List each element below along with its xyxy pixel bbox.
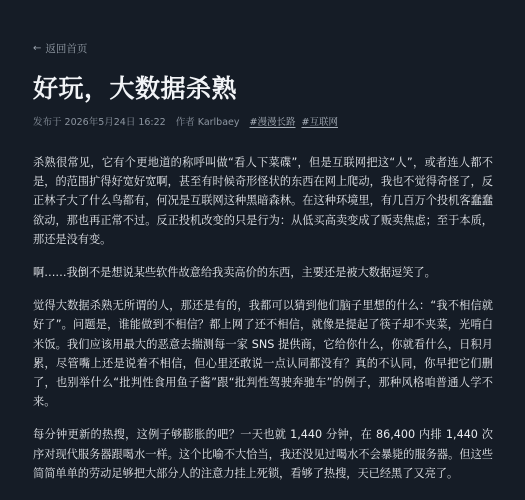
- article-body: [33, 153, 493, 497]
- paragraph: 每分钟更新的热搜，这例子够膨胀的吧？一天也就 1,440 分钟，在 86,400 内排 1,440 次序对现代服务器跟喝水一样。这个比喻不大恰当，我还没见过喝水不会暴毙的服务器。但这些简简单单的劳动足够把大部分人的注意力挂上死锁，看够了热搜，天已经黑了又亮了。: [33, 428, 493, 480]
- paragraph: 啊……我倒不是想说某些软件故意给我卖高价的东西，主要还是被大数据逗笑了。: [33, 266, 436, 280]
- published-date: 发布于 2026年5月24日 16:22: [33, 117, 166, 128]
- back-home-label: 返回首页: [45, 43, 88, 55]
- author-name: 作者 Karlbaey: [175, 117, 240, 128]
- article-title: 好玩，大数据杀熟: [33, 74, 238, 103]
- paragraph: 杀熟很常见，它有个更地道的称呼叫做“看人下菜碟”，但是互联网把这“人”，或者连人都不是，的范围扩得好宽好宽啊，甚至有时候奇形怪状的东西在网上爬动，我也不觉得奇怪了，反正林子大了什么鸟都有，何况是互联网这种黑暗森林。在这种环境里，有几百万个投机客蠢蠢欲动，那也再正常不过。反正投机改变的只是行为：从低买高卖变成了贩卖焦虑；至于本质，那还是没有变。: [33, 156, 493, 246]
- arrow-left-icon: ←: [33, 43, 42, 54]
- article-meta: [33, 114, 344, 128]
- back-home-link[interactable]: [33, 41, 87, 56]
- paragraph: 觉得大数据杀熟无所谓的人，那还是有的，我都可以猜到他们脑子里想的什么：“我不相信就好了”。问题是，谁能做到不相信？都上网了还不相信，就像是提起了筷子却不夹菜，光啃白米饭。我们应该用最大的恶意去揣测每一家 SNS 提供商，它给你什么，你就看什么，日积月累，尽管嘴上还是说着不相信，但心里还敢说一点认同都没有？真的不认同，你早把它们删了，也别举什么“批判性食用鱼子酱”跟“批判性驾驶奔驰车”的例子，那种风格咱普通人学不来。: [33, 299, 493, 409]
- tag-link[interactable]: #互联网: [301, 117, 338, 128]
- tag-link[interactable]: #漫漫长路: [249, 117, 296, 128]
